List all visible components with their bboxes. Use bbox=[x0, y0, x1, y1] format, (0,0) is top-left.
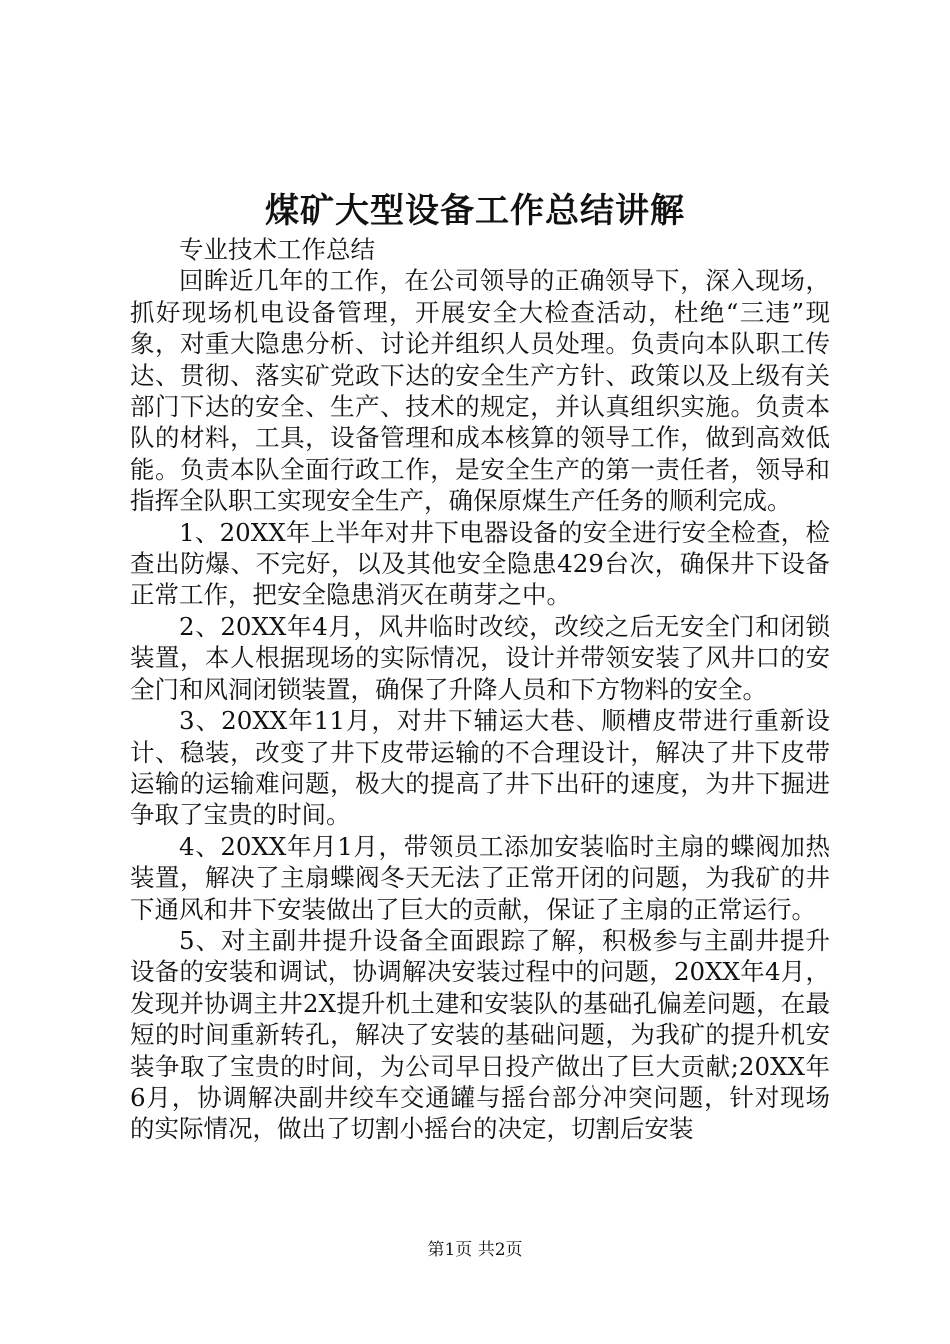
page-number-label: 第1页 共2页 bbox=[427, 1240, 523, 1260]
document-body bbox=[130, 234, 830, 1145]
paragraph-item-5: 5、对主副井提升设备全面跟踪了解，积极参与主副井提升设备的安装和调试，协调解决安装过程中的问题，20XX年4月，发现并协调主井2X提升机土建和安装队的基础孔偏差问题，在最短的时间重新转孔，解决了安装的基础问题，为我矿的提升机安装争取了宝贵的时间，为公司早日投产做出了巨大贡献;20XX年6月，协调解决副井绞车交通罐与摇台部分冲突问题，针对现场的实际情况，做出了切割小摇台的决定，切割后安装 bbox=[130, 925, 830, 1144]
paragraph-intro: 回眸近几年的工作，在公司领导的正确领导下，深入现场，抓好现场机电设备管理，开展安全大检查活动，杜绝“三违”现象，对重大隐患分析、讨论并组织人员处理。负责向本队职工传达、贯彻、落实矿党政下达的安全生产方针、政策以及上级有关部门下达的安全、生产、技术的规定，并认真组织实施。负责本队的材料，工具，设备管理和成本核算的领导工作，做到高效低能。负责本队全面行政工作，是安全生产的第一责任者，领导和指挥全队职工实现安全生产，确保原煤生产任务的顺利完成。 bbox=[130, 266, 830, 516]
document-title: 煤矿大型设备工作总结讲解 bbox=[265, 191, 685, 231]
paragraph-item-3: 3、20XX年11月，对井下辅运大巷、顺槽皮带进行重新设计、稳装，改变了井下皮带运输的不合理设计，解决了井下皮带运输的运输难问题，极大的提高了井下出矸的速度，为井下掘进争取了宝贵的时间。 bbox=[130, 706, 830, 830]
paragraph-item-2: 2、20XX年4月，风井临时改绞，改绞之后无安全门和闭锁装置，本人根据现场的实际情况，设计并带领安装了风井口的安全门和风洞闭锁装置，确保了升降人员和下方物料的安全。 bbox=[130, 611, 830, 704]
paragraph-item-1: 1、20XX年上半年对井下电器设备的安全进行安全检查，检查出防爆、不完好，以及其他安全隐患429台次，确保井下设备正常工作，把安全隐患消灭在萌芽之中。 bbox=[130, 517, 830, 610]
paragraph-item-4: 4、20XX年月1月，带领员工添加安装临时主扇的蝶阀加热装置，解决了主扇蝶阀冬天无法了正常开闭的问题，为我矿的井下通风和井下安装做出了巨大的贡献，保证了主扇的正常运行。 bbox=[130, 831, 830, 924]
section-subtitle: 专业技术工作总结 bbox=[179, 235, 375, 264]
page-footer bbox=[0, 1238, 950, 1262]
